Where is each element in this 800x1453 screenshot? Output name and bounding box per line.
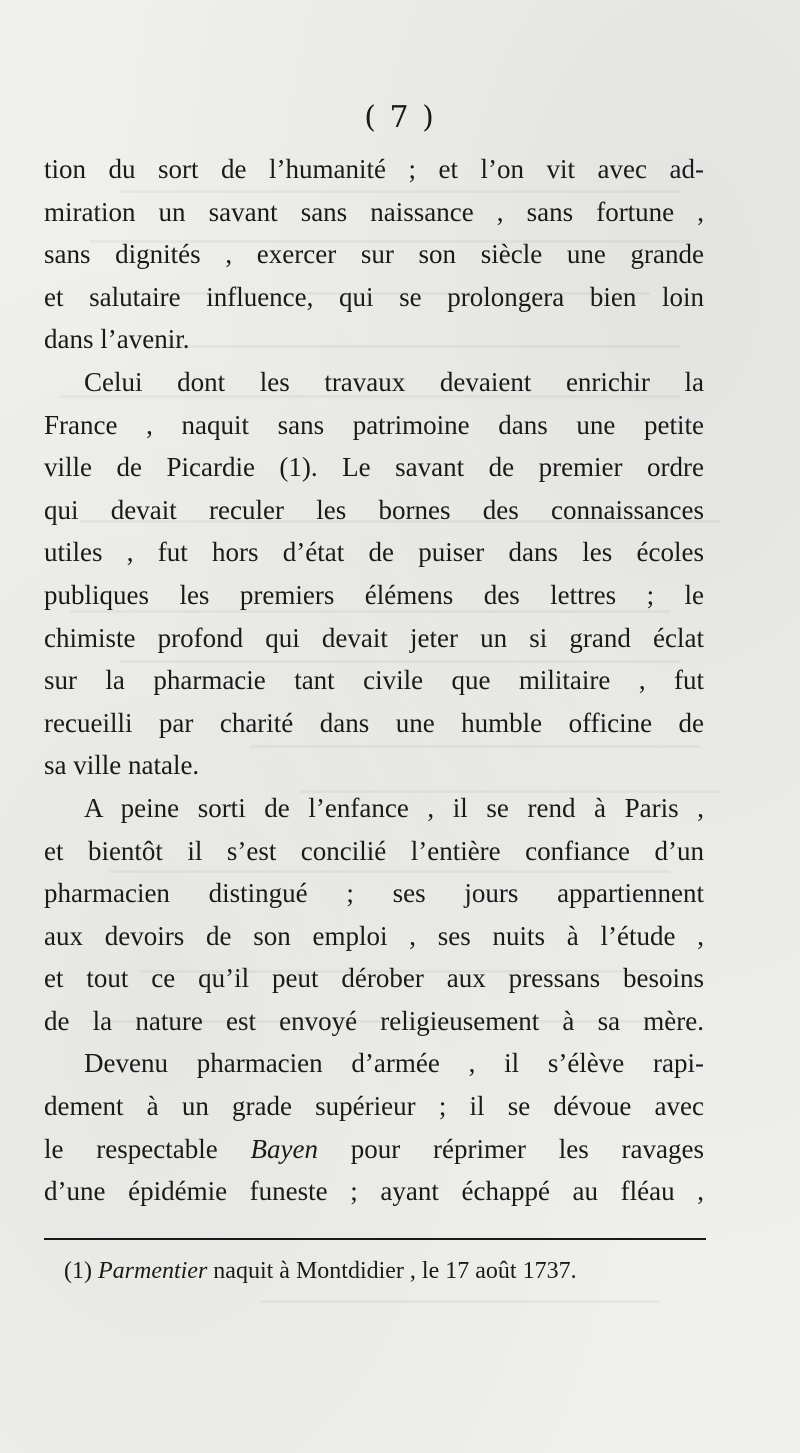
- text-line: chimiste profond qui devait jeter un si grand éclat: [44, 622, 704, 653]
- page-number: ( 7 ): [364, 100, 436, 135]
- text-line: sa ville natale.: [44, 750, 200, 781]
- text-line: miration un savant sans naissance , sans fortune ,: [44, 196, 704, 227]
- text-line: utiles , fut hors d’état de puiser dans les écoles: [44, 537, 704, 568]
- text-line: publiques les premiers élémens des lettres ; le: [44, 579, 704, 610]
- footnote: [64, 1254, 704, 1288]
- text-line: A peine sorti de l’enfance , il se rend à Paris ,: [84, 792, 704, 823]
- text-line: ville de Picardie (1). Le savant de premier ordre: [44, 452, 704, 483]
- text-line: Devenu pharmacien d’armée , il s’élève rapi-: [84, 1048, 704, 1079]
- text-line: et bientôt il s’est concilié l’entière confiance d’un: [44, 835, 704, 866]
- text-line: dans l’avenir.: [44, 324, 190, 355]
- text-line: pharmacien distingué ; ses jours appartiennent: [44, 878, 704, 909]
- text-line: dement à un grade supérieur ; il se dévoue avec: [44, 1091, 704, 1122]
- text-line: recueilli par charité dans une humble officine de: [44, 707, 704, 738]
- text-line: le respectable Bayen pour réprimer les ravages: [44, 1133, 704, 1164]
- text-line: tion du sort de l’humanité ; et l’on vit avec ad-: [44, 154, 704, 184]
- footnote-marker: (1): [64, 1258, 92, 1284]
- text-line: aux devoirs de son emploi , ses nuits à l’étude ,: [44, 920, 704, 951]
- footnote-rule: [44, 1238, 706, 1240]
- text-line: et tout ce qu’il peut dérober aux pressans besoins: [44, 963, 704, 994]
- text-line: France , naquit sans patrimoine dans une petite: [44, 409, 704, 440]
- bleed-stroke: [260, 1300, 660, 1303]
- text-line: d’une épidémie funeste ; ayant échappé au fléau ,: [44, 1176, 704, 1207]
- proper-name: Bayen: [250, 1133, 318, 1164]
- text-line: et salutaire influence, qui se prolongera bien loin: [44, 281, 704, 312]
- text-line: qui devait reculer les bornes des connaissances: [44, 494, 704, 525]
- body-text: [44, 148, 704, 1213]
- footnote-name: Parmentier: [97, 1258, 208, 1284]
- text-line: de la nature est envoyé religieusement à sa mère.: [44, 1005, 704, 1036]
- text-line: sans dignités , exercer sur son siècle une grande: [44, 239, 704, 270]
- footnote-text: naquit à Montdidier , le 17 août 1737.: [213, 1258, 577, 1284]
- text-line: Celui dont les travaux devaient enrichir la: [84, 366, 704, 397]
- text-line: sur la pharmacie tant civile que militaire , fut: [44, 665, 704, 696]
